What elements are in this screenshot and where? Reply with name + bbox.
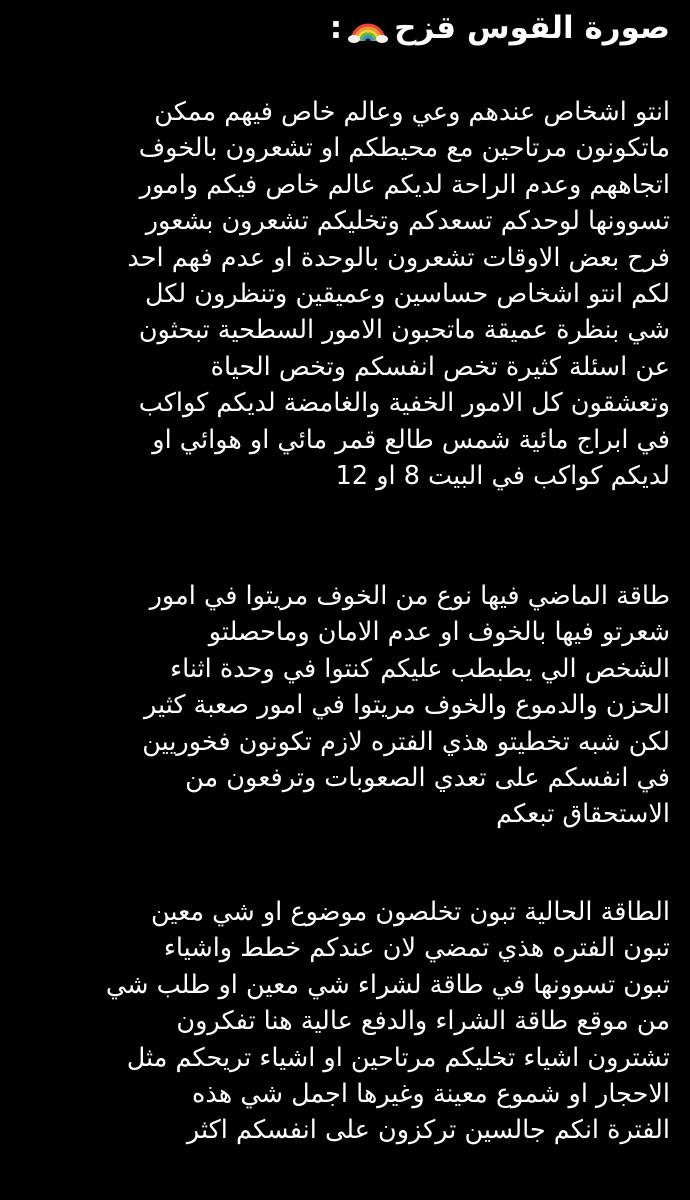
text-line: تبون الفتره هذي تمضي لان عندكم خطط واشياء xyxy=(163,933,670,964)
text-line: فرح بعض الاوقات تشعرون بالوحدة او عدم فهم احد xyxy=(127,242,670,273)
text-line: تبون تسوونها في طاقة لشراء شي معين او طلب شي xyxy=(105,969,670,1000)
paragraph-1 xyxy=(14,94,670,494)
text-line: في انفسكم على تعدي الصعوبات وترفعون من xyxy=(185,762,670,793)
text-line: ماتكونون مرتاحين مع محيطكم او تشعرون بالخوف xyxy=(138,133,670,164)
paragraph-2 xyxy=(14,578,670,833)
text-line: الفترة انكم جالسين تركزون على انفسكم اكثر xyxy=(186,1115,670,1146)
text-line: لديكم كواكب في البيت 8 او 12 xyxy=(335,460,670,491)
text-line: الاستحقاق تبعكم xyxy=(496,799,670,830)
text-line: تسوونها لوحدكم تسعدكم وتخليكم تشعرون بشعور xyxy=(145,206,670,237)
text-line: من موقع طاقة الشراء والدفع عالية هنا تفكرون xyxy=(176,1006,670,1037)
text-line: تشترون اشياء تخليكم مرتاحين او اشياء تريحكم مثل xyxy=(126,1042,670,1073)
page-title: صورة القوس قزح xyxy=(394,10,670,46)
text-line: طاقة الماضي فيها نوع من الخوف مريتوا في امور xyxy=(149,581,670,611)
text-line: الشخص الي يطبطب عليكم كنتوا في وحدة اثناء xyxy=(170,653,670,684)
text-line: الطاقة الحالية تبون تخلصون موضوع او شي معين xyxy=(150,897,670,927)
text-line: وتعشقون كل الامور الخفية والغامضة لديكم كواكب xyxy=(138,388,670,419)
text-line: شي بنظرة عميقة ماتحبون الامور السطحية تبحثون xyxy=(138,315,670,346)
title-colon: : xyxy=(329,10,343,46)
title-row xyxy=(330,6,670,50)
text-line: لكم انتو اشخاص حساسين وعميقين وتنظرون لكل xyxy=(144,278,670,309)
text-line: انتو اشخاص عندهم وعي وعالم خاص فيهم ممكن xyxy=(154,97,670,127)
text-line: عن اسئلة كثيرة تخص انفسكم وتخص الحياة xyxy=(210,351,670,382)
text-line: في ابراج مائية شمس طالع قمر مائي او هوائي او xyxy=(152,424,670,455)
text-line: شعرتو فيها بالخوف او عدم الامان وماحصلتو xyxy=(208,617,670,648)
rainbow-icon xyxy=(348,13,388,43)
text-line: الاحجار او شموع معينة وغيرها اجمل شي هذه xyxy=(192,1078,670,1109)
text-line: اتجاههم وعدم الراحة لديكم عالم خاص فيكم وامور xyxy=(139,169,670,200)
text-line: لكن شبه تخطيتو هذي الفتره لازم تكونون فخوريين xyxy=(142,726,670,757)
paragraph-3 xyxy=(14,894,670,1149)
text-line: الحزن والدموع والخوف مريتوا في امور صعبة كثير xyxy=(143,690,670,721)
